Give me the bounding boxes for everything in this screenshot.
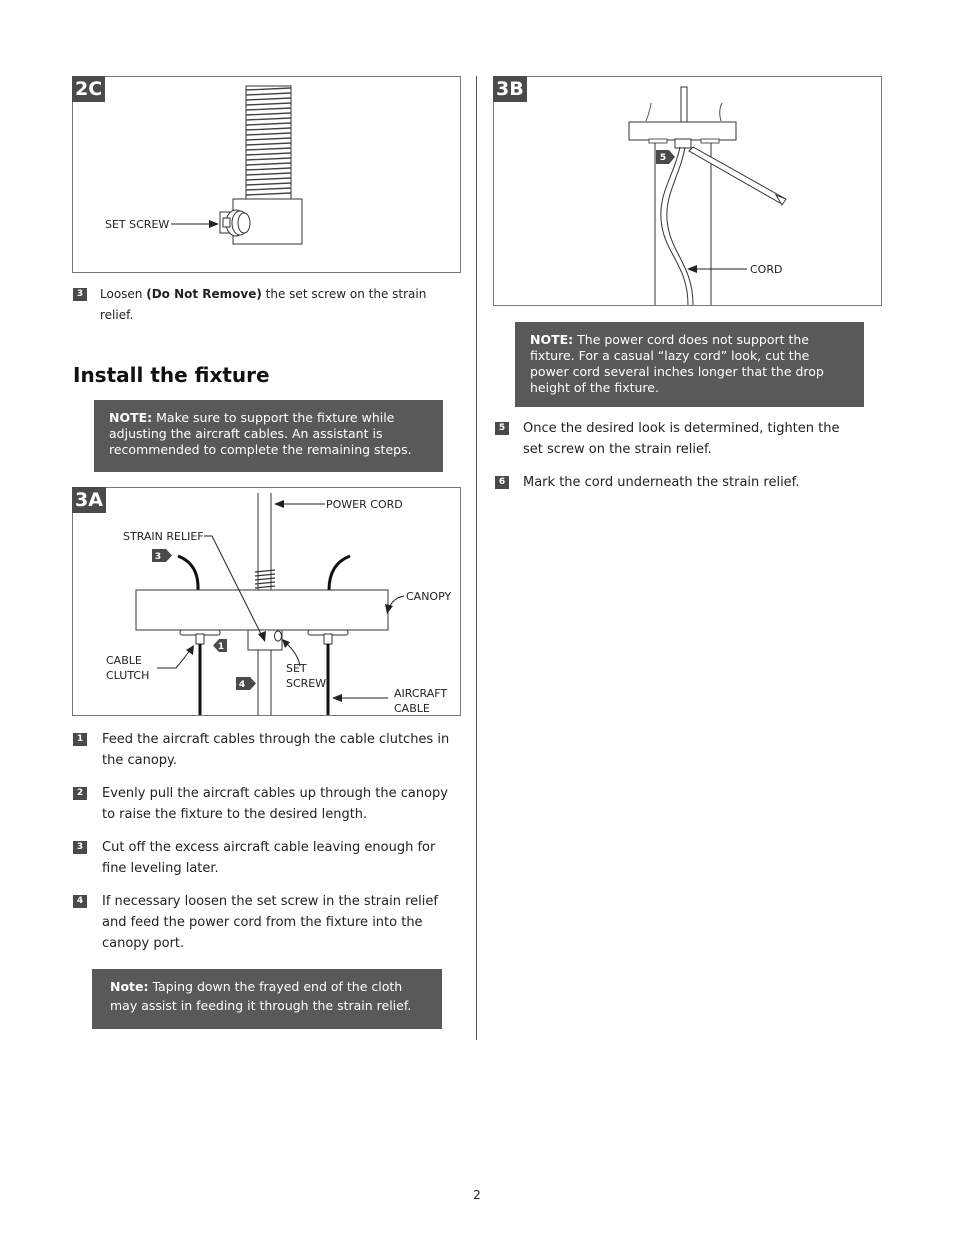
step-number: 2 bbox=[73, 787, 87, 800]
column-divider bbox=[476, 76, 477, 1040]
set-screw-label-line1: SET bbox=[286, 662, 307, 675]
step-emphasis: (Do Not Remove) bbox=[146, 287, 262, 301]
figure-tag-3a: 3A bbox=[72, 487, 106, 513]
note-taping bbox=[92, 969, 442, 1029]
note-support-fixture bbox=[94, 400, 443, 472]
figure-2c bbox=[72, 76, 461, 273]
step-text: If necessary loosen the set screw in the strain relief and feed the power cord from the fixture into the canopy port. bbox=[102, 894, 438, 951]
aircraft-cable-label-line2: CABLE bbox=[394, 702, 430, 715]
step-number: 6 bbox=[495, 476, 509, 489]
set-screw-label-line2: SCREW bbox=[286, 677, 327, 690]
step-text: Evenly pull the aircraft cables up through the canopy to raise the fixture to the desired length. bbox=[102, 786, 449, 822]
step-badge-4 bbox=[236, 677, 256, 690]
figure-tag-3b: 3B bbox=[493, 76, 527, 102]
svg-text:4: 4 bbox=[238, 680, 246, 690]
svg-text:5: 5 bbox=[659, 153, 667, 163]
note-label: NOTE: bbox=[109, 410, 153, 425]
note-text: Taping down the frayed end of the cloth may assist in feeding it through the strain relief. bbox=[110, 979, 412, 1013]
step-badge-1 bbox=[213, 639, 227, 652]
step-text: the set screw on the strain relief. bbox=[100, 287, 427, 322]
set-screw-label: SET SCREW bbox=[105, 218, 170, 231]
figure-3a bbox=[72, 487, 461, 716]
figure-tag-2c: 2C bbox=[72, 76, 105, 102]
step-text: Feed the aircraft cables through the cable clutches in the canopy. bbox=[102, 732, 450, 768]
cord-label: CORD bbox=[750, 263, 783, 276]
step-badge-5 bbox=[656, 150, 675, 164]
note-label: NOTE: bbox=[530, 332, 574, 347]
step-number: 5 bbox=[495, 422, 509, 435]
cable-clutch-label-line2: CLUTCH bbox=[106, 669, 150, 682]
figure-3b-illustration bbox=[494, 77, 881, 305]
svg-text:1: 1 bbox=[217, 642, 225, 652]
step-text: Cut off the excess aircraft cable leaving enough for fine leveling later. bbox=[102, 840, 436, 876]
note-text: Make sure to support the fixture while adjusting the aircraft cables. An assistant is recommended to complete the remaining steps. bbox=[109, 410, 412, 457]
figure-3b bbox=[493, 76, 882, 306]
note-lazy-cord bbox=[515, 322, 864, 407]
step-text: Loosen bbox=[100, 287, 147, 301]
canopy-label: CANOPY bbox=[406, 590, 452, 603]
cable-clutch-label-line1: CABLE bbox=[106, 654, 142, 667]
step-number: 4 bbox=[73, 895, 87, 908]
svg-text:3: 3 bbox=[154, 552, 162, 562]
step-text: Mark the cord underneath the strain relief. bbox=[523, 475, 800, 490]
figure-3a-illustration bbox=[73, 488, 460, 715]
step-badge-3 bbox=[152, 549, 172, 562]
step-number: 3 bbox=[73, 841, 87, 854]
step-text: Once the desired look is determined, tighten the set screw on the strain relief. bbox=[523, 421, 840, 457]
step-number: 3 bbox=[73, 288, 87, 301]
aircraft-cable-label-line1: AIRCRAFT bbox=[394, 687, 448, 700]
note-label: Note: bbox=[110, 979, 149, 994]
page-number: 2 bbox=[473, 1188, 481, 1202]
power-cord-label: POWER CORD bbox=[326, 498, 403, 511]
note-text: The power cord does not support the fixture. For a casual “lazy cord” look, cut the power cord several inches longer that the drop height of the fixture. bbox=[530, 332, 824, 395]
strain-relief-label: STRAIN RELIEF bbox=[123, 530, 204, 543]
step-number: 1 bbox=[73, 733, 87, 746]
figure-2c-illustration bbox=[73, 77, 460, 272]
section-title: Install the fixture bbox=[73, 363, 270, 387]
